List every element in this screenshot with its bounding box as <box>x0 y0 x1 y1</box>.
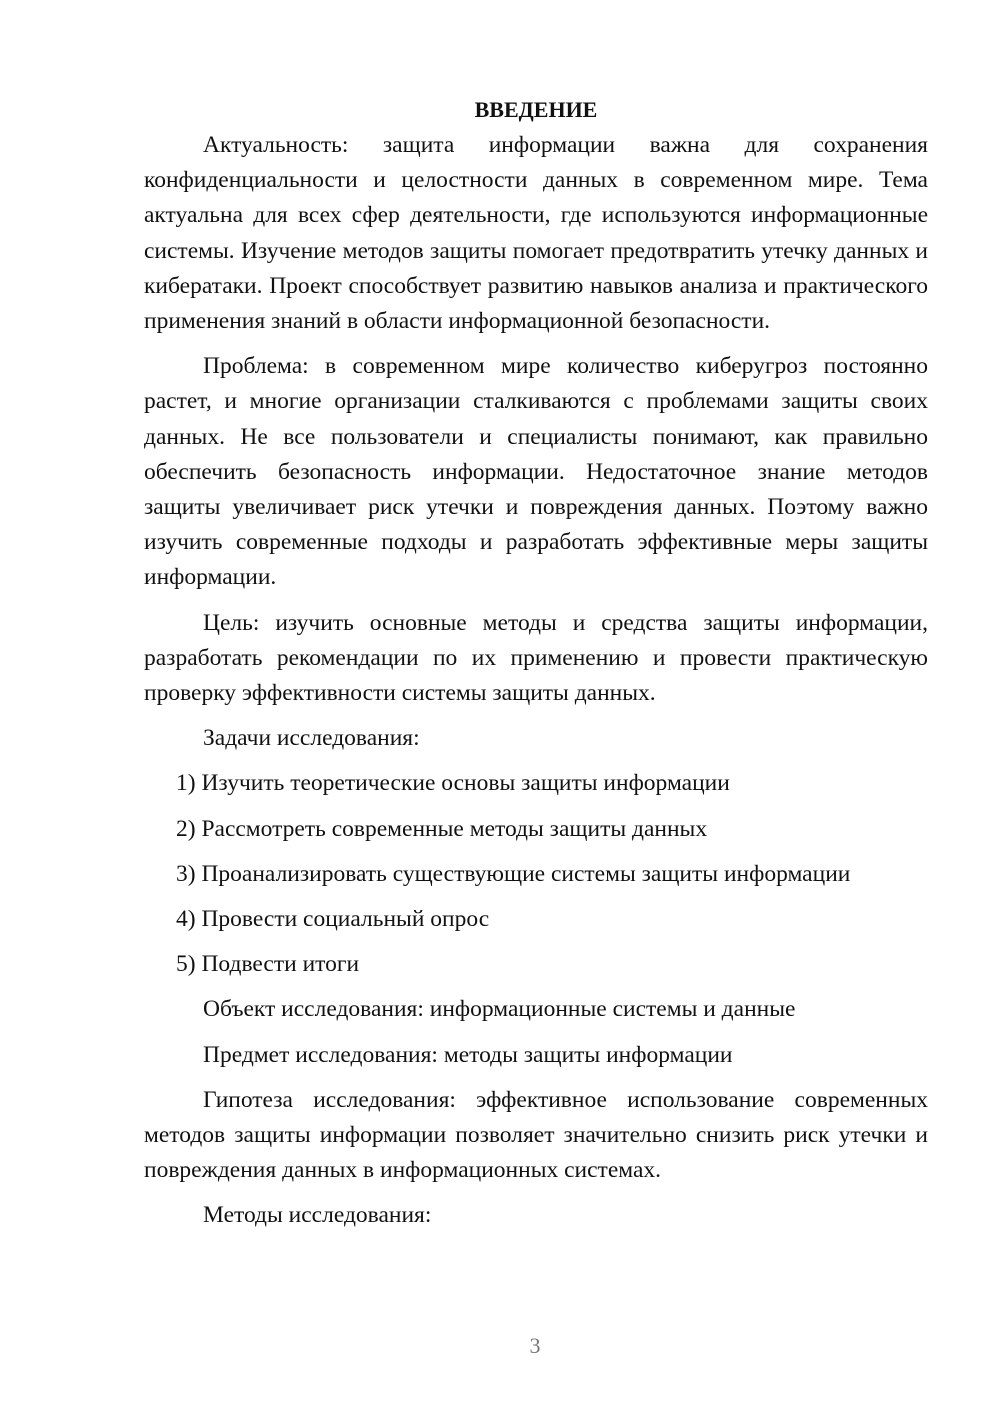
paragraph-problem: Проблема: в современном мире количество киберугроз постоянно растет, и многие организации сталкиваются с проблемами защиты своих данных. Не все пользователи и специалисты понимают, как правильно обеспечить безопасность информации. Недостаточное знание методов защиты увеличивает риск утечки и повреждения данных. Поэтому важно изучить современные подходы и разработать эффективные меры защиты информации. <box>144 353 928 591</box>
list-item: 3) Проанализировать существующие системы защиты информации <box>176 860 851 887</box>
tasks-list <box>144 766 928 982</box>
document-page <box>144 92 928 1244</box>
list-item: 2) Рассмотреть современные методы защиты данных <box>176 815 708 842</box>
tasks-heading: Задачи исследования: <box>203 725 420 752</box>
research-subject: Предмет исследования: методы защиты информации <box>203 1041 733 1068</box>
list-item: 1) Изучить теоретические основы защиты информации <box>176 770 730 797</box>
list-item: 5) Подвести итоги <box>176 951 360 978</box>
methods-heading: Методы исследования: <box>203 1202 432 1229</box>
page-number: 3 <box>529 1333 541 1358</box>
list-item: 4) Провести социальный опрос <box>176 906 490 933</box>
paragraph-goal: Цель: изучить основные методы и средства защиты информации, разработать рекомендации по их применению и провести практическую проверку эффективности системы защиты данных. <box>144 609 928 707</box>
paragraph-hypothesis: Гипотеза исследования: эффективное использование современных методов защиты информации позволяет значительно снизить риск утечки и повреждения данных в информационных системах. <box>144 1086 928 1184</box>
paragraph-relevance: Актуальность: защита информации важна для сохранения конфиденциальности и целостности данных в современном мире. Тема актуальна для всех сфер деятельности, где используются информационные системы. Изучение методов защиты помогает предотвратить утечку данных и кибератаки. Проект способствует развитию навыков анализа и практического применения знаний в области информационной безопасности. <box>144 132 928 335</box>
research-object: Объект исследования: информационные системы и данные <box>203 996 796 1023</box>
page-title: ВВЕДЕНИЕ <box>474 97 598 122</box>
